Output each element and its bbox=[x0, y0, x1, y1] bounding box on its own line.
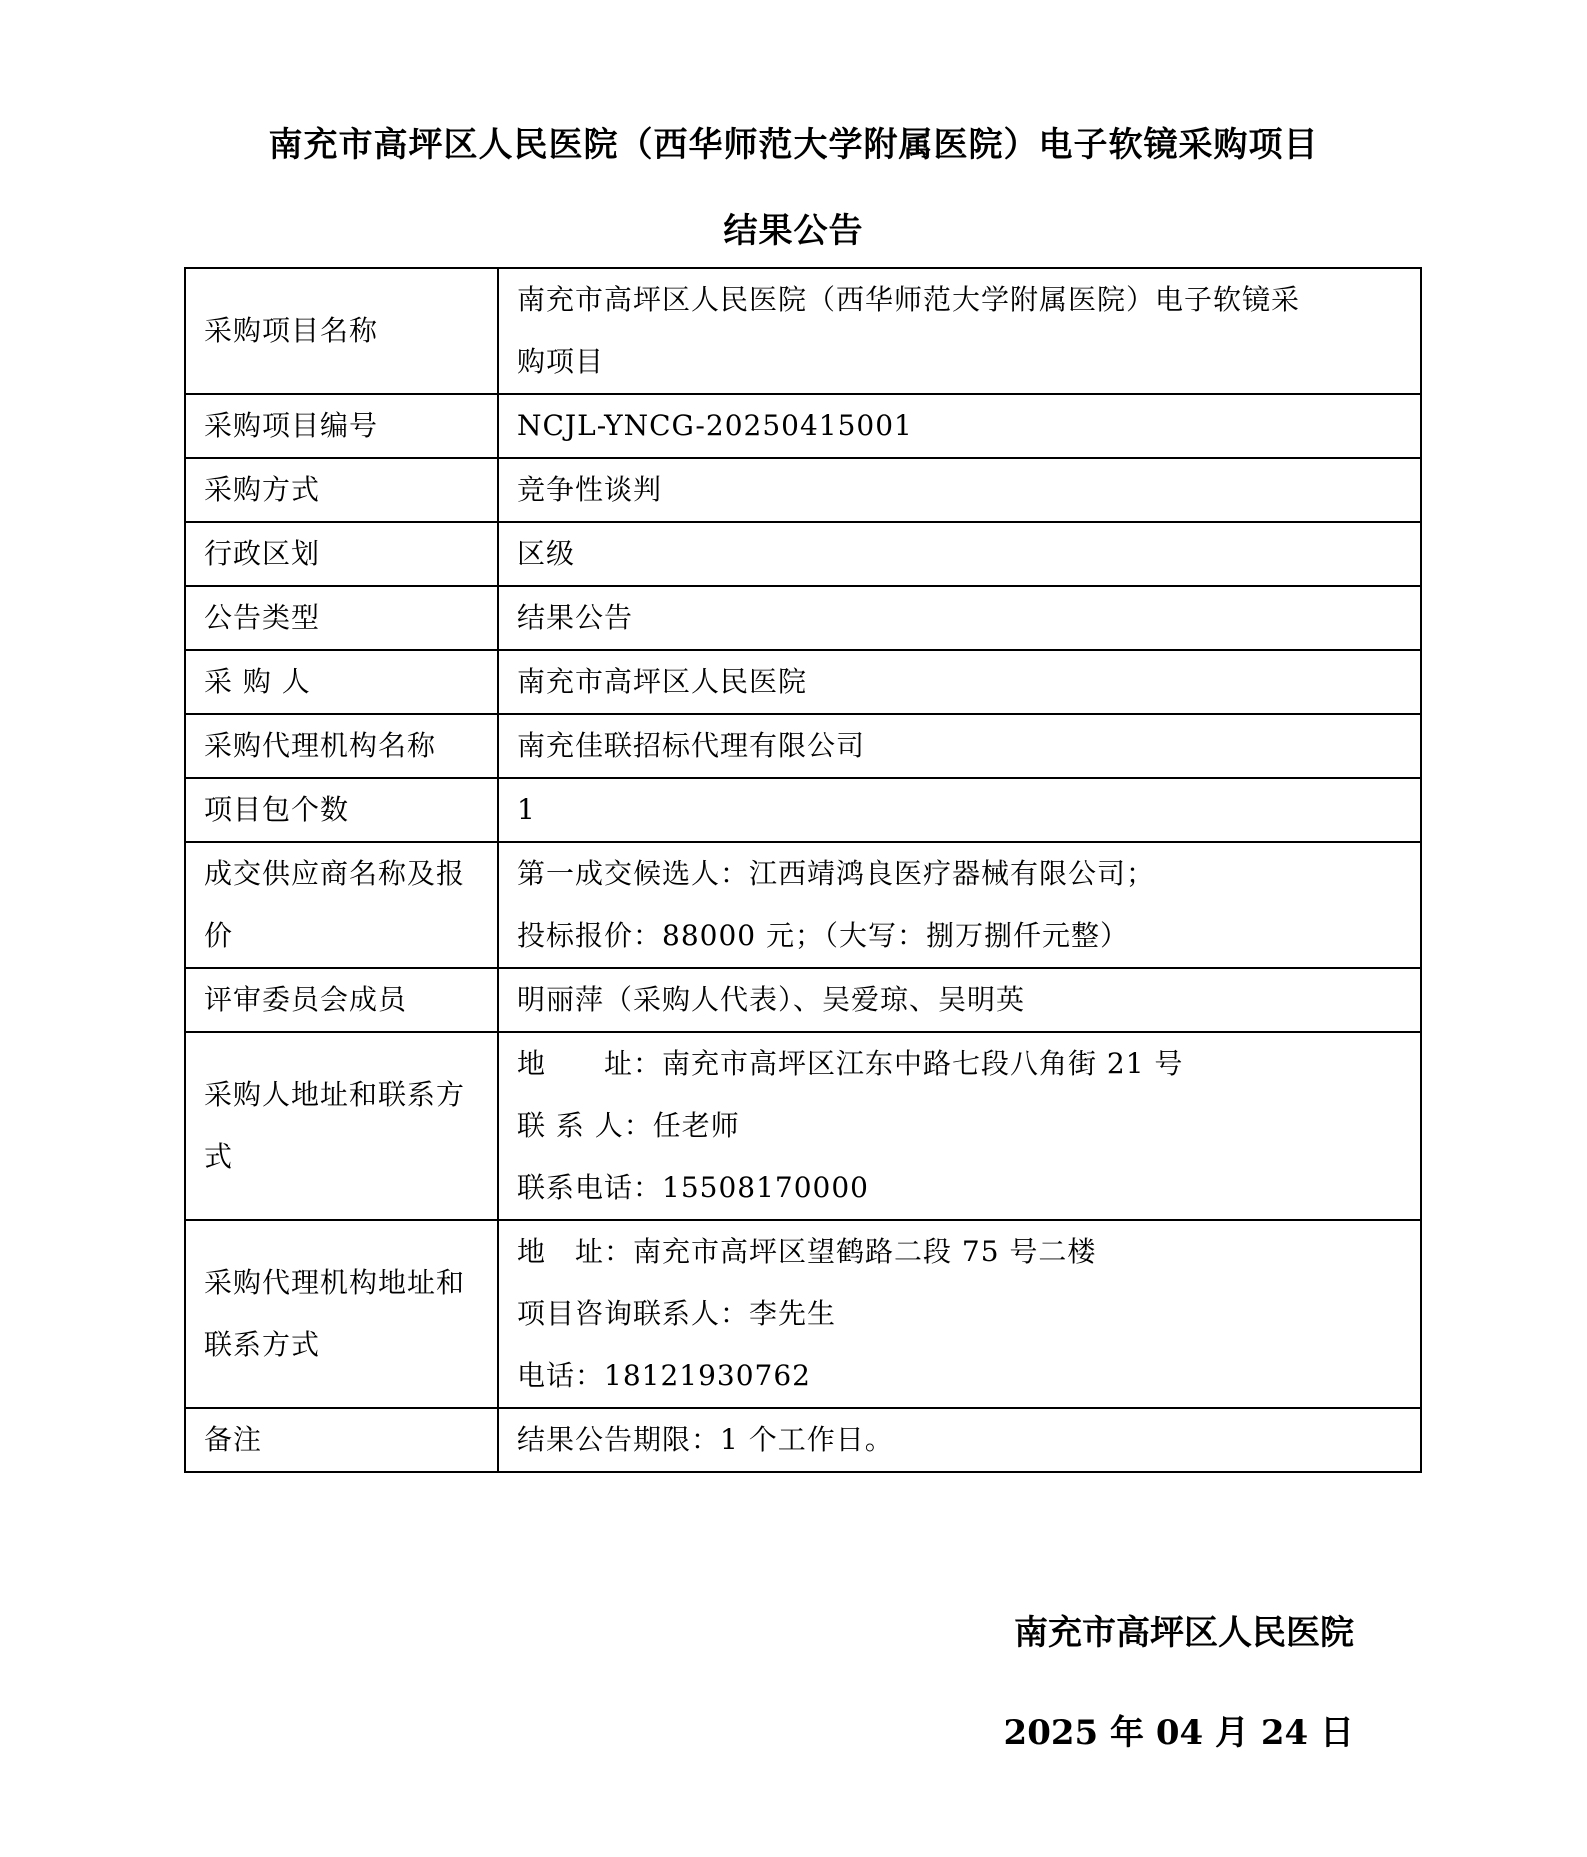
row-value bbox=[498, 394, 1421, 458]
row-value bbox=[498, 778, 1421, 842]
value-line: 南充市高坪区人民医院（西华师范大学附属医院）电子软镜采 bbox=[517, 283, 1301, 316]
issuer-name: 南充市高坪区人民医院 bbox=[1014, 1613, 1354, 1653]
value-line: 购项目 bbox=[517, 345, 605, 378]
announcement-table bbox=[184, 267, 1422, 1473]
value-line: 第一成交候选人：江西靖鸿良医疗器械有限公司； bbox=[517, 857, 1156, 890]
row-label: 行政区划 bbox=[185, 522, 498, 586]
row-value bbox=[498, 1408, 1421, 1472]
row-label: 评审委员会成员 bbox=[185, 968, 498, 1032]
table-row bbox=[185, 522, 1421, 586]
row-label: 采购项目名称 bbox=[185, 268, 498, 394]
page-title: 南充市高坪区人民医院（西华师范大学附属医院）电子软镜采购项目 bbox=[268, 125, 1319, 165]
row-value bbox=[498, 268, 1421, 394]
value-line: 竞争性谈判 bbox=[517, 473, 663, 506]
value-line: 南充市高坪区人民医院 bbox=[517, 665, 808, 698]
value-line: 南充佳联招标代理有限公司 bbox=[517, 729, 866, 762]
value-line: 电话：18121930762 bbox=[517, 1359, 811, 1392]
row-label: 采购项目编号 bbox=[185, 394, 498, 458]
value-line: 联 系 人：任老师 bbox=[517, 1109, 740, 1142]
value-line: 区级 bbox=[517, 537, 576, 570]
value-line: 结果公告 bbox=[517, 601, 634, 634]
table-row bbox=[185, 778, 1421, 842]
row-label: 采购代理机构地址和联系方式 bbox=[185, 1220, 498, 1408]
value-line: 联系电话：15508170000 bbox=[517, 1171, 869, 1204]
table-row bbox=[185, 268, 1421, 394]
row-value bbox=[498, 714, 1421, 778]
row-value bbox=[498, 968, 1421, 1032]
table-row bbox=[185, 1220, 1421, 1408]
row-value bbox=[498, 586, 1421, 650]
value-line: 地 址：南充市高坪区江东中路七段八角街 21 号 bbox=[517, 1047, 1184, 1080]
table-row bbox=[185, 458, 1421, 522]
row-value bbox=[498, 1220, 1421, 1408]
value-line: 结果公告期限：1 个工作日。 bbox=[517, 1423, 894, 1456]
row-value bbox=[498, 458, 1421, 522]
row-label: 采购代理机构名称 bbox=[185, 714, 498, 778]
row-label: 成交供应商名称及报价 bbox=[185, 842, 498, 968]
value-line: 地 址：南充市高坪区望鹤路二段 75 号二楼 bbox=[517, 1235, 1097, 1268]
value-line: 1 bbox=[517, 793, 536, 826]
table-row bbox=[185, 968, 1421, 1032]
row-label: 公告类型 bbox=[185, 586, 498, 650]
row-label: 采购方式 bbox=[185, 458, 498, 522]
page-subtitle: 结果公告 bbox=[723, 211, 864, 251]
value-line: 项目咨询联系人：李先生 bbox=[517, 1297, 837, 1330]
table-row bbox=[185, 586, 1421, 650]
row-value bbox=[498, 522, 1421, 586]
table-row bbox=[185, 842, 1421, 968]
row-value bbox=[498, 650, 1421, 714]
row-label: 采 购 人 bbox=[185, 650, 498, 714]
row-value bbox=[498, 1032, 1421, 1220]
value-line: 明丽萍（采购人代表）、吴爱琼、吴明英 bbox=[517, 983, 1026, 1016]
row-label: 备注 bbox=[185, 1408, 498, 1472]
table-row bbox=[185, 650, 1421, 714]
value-line: NCJL-YNCG-20250415001 bbox=[517, 409, 913, 442]
table-row bbox=[185, 394, 1421, 458]
table-row bbox=[185, 1408, 1421, 1472]
row-value bbox=[498, 842, 1421, 968]
row-label: 项目包个数 bbox=[185, 778, 498, 842]
value-line: 投标报价：88000 元；（大写：捌万捌仟元整） bbox=[517, 919, 1129, 952]
row-label: 采购人地址和联系方式 bbox=[185, 1032, 498, 1220]
table-row bbox=[185, 1032, 1421, 1220]
table-row bbox=[185, 714, 1421, 778]
issue-date: 2025 年 04 月 24 日 bbox=[1003, 1713, 1354, 1753]
